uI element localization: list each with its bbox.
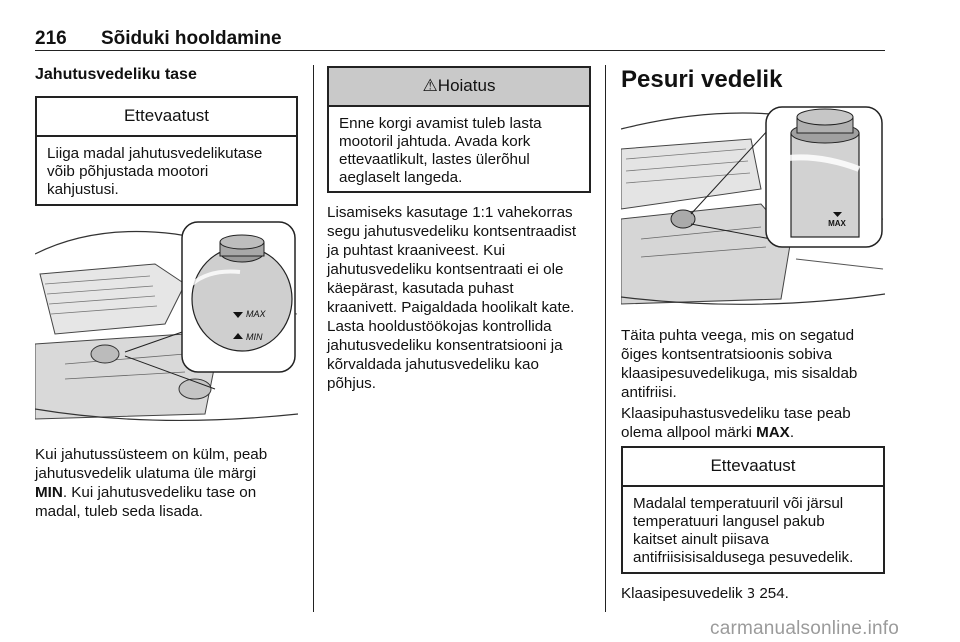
- caution-box-washer: [621, 446, 885, 574]
- caution-body: [37, 137, 296, 199]
- text-line: jahutusvedeliku konsentratsiooni ja: [327, 337, 563, 354]
- caution-line: kaitset ainult piisava: [633, 531, 769, 548]
- warning-heading-text: Hoiatus: [437, 76, 496, 95]
- washer-reservoir-illustration: [621, 99, 885, 311]
- washer-fill-text: [621, 326, 891, 402]
- warning-heading: [329, 68, 589, 107]
- cross-reference[interactable]: [621, 584, 891, 604]
- min-label: MIN: [35, 484, 63, 501]
- washer-level-text: [621, 404, 891, 442]
- max-mark-label: MAX: [246, 309, 266, 319]
- text-line: klaasipesuvedelikuga, mis sisaldab: [621, 365, 858, 382]
- text-line: madal, tuleb seda lisada.: [35, 503, 204, 520]
- text-fragment: olema allpool märki: [621, 424, 757, 441]
- warning-box: [327, 66, 591, 193]
- coolant-mixing-text: [327, 203, 599, 393]
- text-line: ja puhtast kraaniveest. Kui: [327, 242, 506, 259]
- text-line: põhjus.: [327, 375, 376, 392]
- text-line: käepärast, kasutada puhast: [327, 280, 514, 297]
- text-line: Klaasipuhastusvedeliku tase peab: [621, 405, 851, 422]
- page-header: [35, 20, 885, 51]
- coolant-reservoir-illustration: [35, 214, 298, 426]
- caution-line: kahjustusi.: [47, 181, 119, 198]
- section-title-coolant: Jahutusvedeliku tase: [35, 66, 197, 83]
- warning-body: [329, 107, 589, 187]
- column-divider-2: [605, 65, 606, 612]
- warning-icon: ⚠: [422, 76, 438, 95]
- caution-heading: Ettevaatust: [623, 448, 883, 487]
- warning-line: Enne korgi avamist tuleb lasta: [339, 115, 542, 132]
- washer-bay-drawing: [621, 99, 885, 311]
- caution-heading: Ettevaatust: [37, 98, 296, 137]
- washer-max-mark: MAX: [828, 219, 846, 228]
- text-line: jahutusvedeliku kontsentraati ei ole: [327, 261, 564, 278]
- column-divider-1: [313, 65, 314, 612]
- chapter-title: Sõiduki hooldamine: [101, 28, 282, 49]
- text-fragment: .: [789, 424, 795, 441]
- caution-line: võib põhjustada mootori: [47, 163, 209, 180]
- page-number: 216: [35, 28, 67, 49]
- coolant-instructions: [35, 445, 305, 521]
- text-line: Kui jahutussüsteem on külm, peab: [35, 446, 268, 463]
- text-line: Täita puhta veega, mis on segatud: [621, 327, 855, 344]
- caution-line: Madalal temperatuuril või järsul: [633, 495, 844, 512]
- page-reference-arrow-icon: 3: [746, 587, 756, 602]
- min-mark-label: MIN: [246, 332, 263, 342]
- caution-line: Liiga madal jahutusvedelikutase: [47, 145, 263, 162]
- reference-page: 254.: [759, 585, 789, 602]
- text-line: jahutusvedelik ulatuma üle märgi: [35, 465, 257, 482]
- max-label: MAX: [756, 424, 790, 441]
- text-line: Lasta hooldustöökojas kontrollida: [327, 318, 552, 335]
- text-line: õiges kontsentratsioonis sobiva: [621, 346, 833, 363]
- warning-line: aeglaselt langeda.: [339, 169, 463, 186]
- text-line: segu jahutusvedeliku kontsentraadist: [327, 223, 577, 240]
- text-line: Lisamiseks kasutage 1:1 vahekorras: [327, 204, 573, 221]
- text-fragment: . Kui jahutusvedeliku tase on: [62, 484, 257, 501]
- text-line: antifriisi.: [621, 384, 677, 401]
- watermark: carmanualsonline.info: [710, 618, 900, 639]
- caution-box-coolant: [35, 96, 298, 206]
- text-line: [621, 423, 891, 442]
- warning-line: mootoril jahtuda. Avada kork: [339, 133, 531, 150]
- engine-bay-drawing: [35, 214, 298, 426]
- section-title-washer: Pesuri vedelik: [621, 66, 783, 93]
- warning-line: ettevaatlikult, lastes ülerõhul: [339, 151, 530, 168]
- caution-line: temperatuuri langusel pakub: [633, 513, 825, 530]
- reference-text: Klaasipesuvedelik: [621, 585, 743, 602]
- caution-body: [623, 487, 883, 567]
- text-line: [35, 483, 305, 502]
- caution-line: antifriisisisaldusega pesuvedelik.: [633, 549, 854, 566]
- text-line: kõrvaldada jahutusvedeliku kao: [327, 356, 539, 373]
- text-line: kraanivett. Paigaldada hoolikalt kate.: [327, 299, 575, 316]
